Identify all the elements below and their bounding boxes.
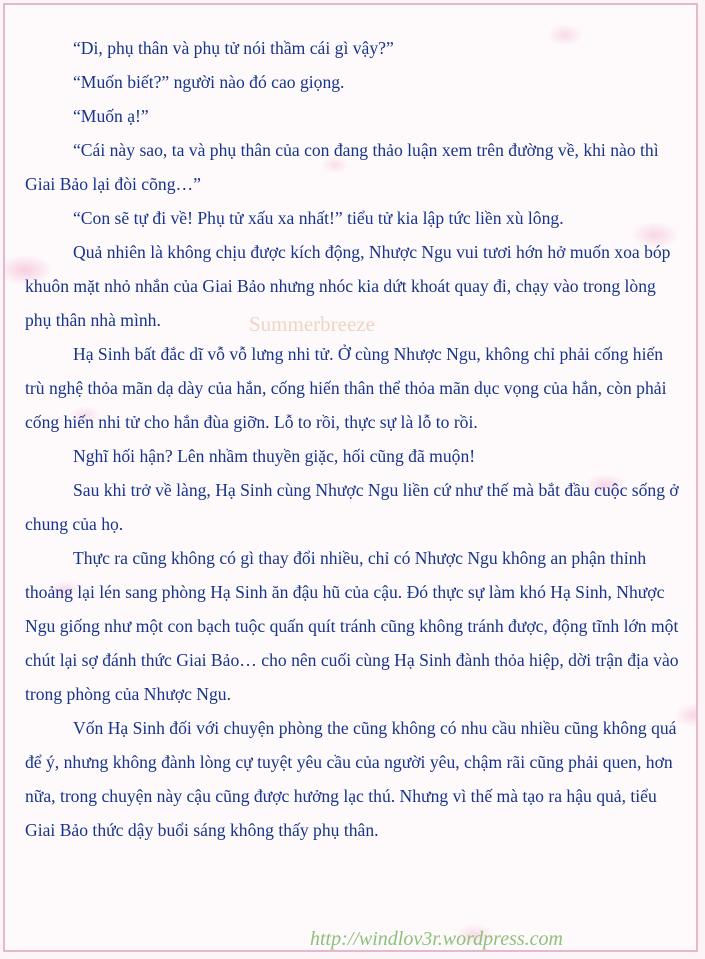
paragraph: “Di, phụ thân và phụ tử nói thầm cái gì vậy?” bbox=[73, 38, 394, 58]
page-frame bbox=[3, 3, 698, 952]
paragraph: Sau khi trở về làng, Hạ Sinh cùng Nhược Ngu liền cứ như thế mà bắt đầu cuộc sống ở chung của họ. bbox=[25, 480, 679, 534]
story-text bbox=[25, 31, 685, 847]
paragraph: “Con sẽ tự đi về! Phụ tử xấu xa nhất!” tiểu tử kia lập tức liền xù lông. bbox=[73, 208, 564, 228]
paragraph: Hạ Sinh bất đắc dĩ vỗ vỗ lưng nhi tử. Ở cùng Nhược Ngu, không chỉ phải cống hiến trù nghệ thỏa mãn dạ dày của hắn, cống hiến thân thể thỏa mãn dục vọng của hắn, còn phải cống hiến nhi tử cho hắn đùa giỡn. Lỗ to rồi, thực sự là lỗ to rồi. bbox=[25, 344, 667, 432]
paragraph: Nghĩ hối hận? Lên nhầm thuyền giặc, hối cũng đã muộn! bbox=[73, 446, 476, 466]
paragraph: “Muốn biết?” người nào đó cao giọng. bbox=[73, 72, 345, 92]
footer-url[interactable]: http://windlov3r.wordpress.com bbox=[310, 928, 563, 950]
paragraph: Vốn Hạ Sinh đối với chuyện phòng the cũng không có nhu cầu nhiều cũng không quá để ý, nhưng không đành lòng cự tuyệt yêu cầu của người yêu, chậm rãi cũng phải quen, hơn nữa, trong chuyện này cậu cũng được hưởng lạc thú. Nhưng vì thế mà tạo ra hậu quả, tiểu Giai Bảo thức dậy buổi sáng không thấy phụ thân. bbox=[25, 718, 677, 840]
paragraph: “Muốn ạ!” bbox=[73, 106, 149, 126]
watermark-text: Summerbreeze bbox=[249, 312, 375, 336]
paragraph: “Cái này sao, ta và phụ thân của con đang thảo luận xem trên đường về, khi nào thì Giai Bảo lại đòi cõng…” bbox=[25, 140, 659, 194]
paragraph: Thực ra cũng không có gì thay đổi nhiều, chỉ có Nhược Ngu không an phận thỉnh thoảng lại lén sang phòng Hạ Sinh ăn đậu hũ của cậu. Đó thực sự làm khó Hạ Sinh, Nhược Ngu giống như một con bạch tuộc quấn quít tránh cũng không tránh được, động tĩnh lớn một chút lại sợ đánh thức Giai Bảo… cho nên cuối cùng Hạ Sinh đành thỏa hiệp, dời trận địa vào trong phòng của Nhược Ngu. bbox=[25, 548, 679, 704]
paragraph: Quả nhiên là không chịu được kích động, Nhược Ngu vui tươi hớn hở muốn xoa bóp khuôn mặt nhỏ nhắn của Giai Bảo nhưng nhóc kia dứt khoát quay đi, chạy vào trong lòng phụ thân nhà mình. bbox=[25, 242, 671, 330]
